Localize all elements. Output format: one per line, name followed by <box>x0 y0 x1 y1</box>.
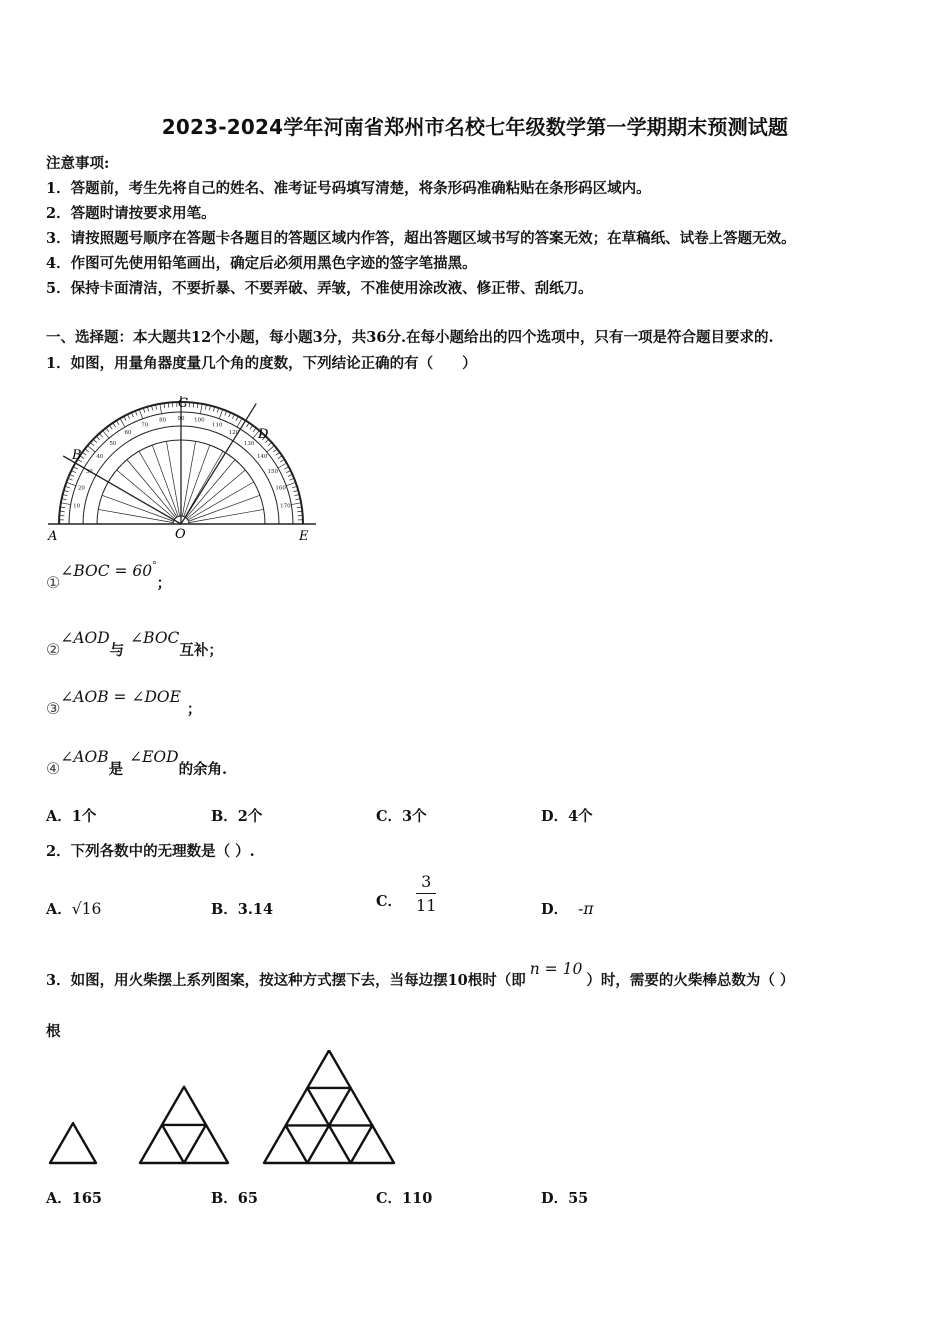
q2-option-d[interactable] <box>541 898 594 919</box>
tick <box>99 433 102 437</box>
tick <box>237 418 242 427</box>
notice-item: 5．保持卡面清洁，不要折暴、不要弄破、弄皱，不准使用涂改液、修正带、刮纸刀。 <box>46 280 593 297</box>
tick <box>286 482 295 485</box>
matchstick-triangle <box>351 1125 394 1163</box>
scale-number: 110 <box>212 422 223 429</box>
q3-option-a[interactable]: A．165 <box>46 1190 103 1207</box>
scale-number: 40 <box>96 453 104 460</box>
q2-option-c[interactable] <box>376 872 436 915</box>
stem-text: ）时，需要的火柴棒总数为（ ） <box>586 972 795 989</box>
tick <box>70 474 75 476</box>
option-math: -π <box>578 900 594 918</box>
section-header: 一、选择题：本大题共12个小题，每小题3分，共36分.在每小题给出的四个选项中，只有一项是符合题目要求的. <box>46 329 774 346</box>
statement-number: ① <box>46 573 61 592</box>
notice-item: 2．答题时请按要求用笔。 <box>46 205 216 222</box>
statement-1 <box>46 561 172 593</box>
statement-math: ∠AOB <box>60 748 109 766</box>
stem-math: n = 10 <box>529 960 583 978</box>
triangle-pattern-2 <box>140 1087 228 1163</box>
statement-text: 互补； <box>179 642 223 659</box>
matchstick-triangle <box>307 1050 350 1088</box>
tick <box>109 425 112 429</box>
tick <box>267 446 275 452</box>
statement-math: ∠BOC = 60 <box>60 562 153 580</box>
tick <box>280 459 284 462</box>
scale-number: 80 <box>159 417 167 424</box>
option-label: C． <box>376 892 403 910</box>
matchstick-triangle <box>307 1125 350 1163</box>
tick <box>229 413 231 418</box>
fraction-denominator: 11 <box>416 896 437 915</box>
tick <box>276 452 280 455</box>
tick <box>131 413 133 418</box>
option-math: √16 <box>71 900 102 918</box>
tick <box>200 404 202 414</box>
statement-2 <box>46 629 223 660</box>
scale-number: 120 <box>228 430 240 437</box>
notice-item: 3．请按照题号顺序在答题卡各题目的答题区域内作答，超出答题区域书写的答案无效；在草稿纸、试卷上答题无效。 <box>46 230 796 247</box>
scale-number: 60 <box>124 430 132 437</box>
tick <box>106 428 109 432</box>
tick <box>71 471 75 473</box>
option-text: 3.14 <box>237 901 274 918</box>
page-title: 2023-2024学年河南省郑州市名校七年级数学第一学期期末预测试题 <box>161 115 789 139</box>
degree-mark: ° <box>152 561 157 571</box>
q1-option-d[interactable]: D．4个 <box>541 808 593 825</box>
scale-number: 90 <box>177 416 185 422</box>
statement-text: 与 <box>109 642 125 659</box>
q1-option-c[interactable]: C．3个 <box>376 808 427 825</box>
question-3-stem-tail: 根 <box>46 1023 61 1040</box>
tick <box>232 414 234 418</box>
tick <box>288 474 293 476</box>
option-label: B． <box>211 901 238 918</box>
tick <box>253 428 256 432</box>
option-label: D． <box>541 901 569 918</box>
q3-option-c[interactable]: C．110 <box>376 1190 433 1207</box>
label-o: O <box>175 527 186 542</box>
matchstick-triangle <box>329 1088 372 1126</box>
tick <box>236 416 238 420</box>
q3-option-d[interactable]: D．55 <box>541 1190 589 1207</box>
radial-line <box>166 441 179 516</box>
notice-item: 4．作图可先使用铅笔画出，确定后必须用黑色字迹的签字笔描黑。 <box>46 255 477 272</box>
tick <box>128 414 130 418</box>
matchstick-triangle <box>264 1125 307 1163</box>
tick <box>103 431 109 439</box>
tick <box>124 416 126 420</box>
question-2-stem: 2．下列各数中的无理数是（ ）. <box>46 843 255 860</box>
label-b: B <box>72 448 82 463</box>
label-e: E <box>299 529 309 544</box>
notice-heading: 注意事项: <box>46 155 110 172</box>
q2-option-b[interactable] <box>211 898 273 919</box>
scale-number: 130 <box>243 440 255 447</box>
statement-math: ∠BOC <box>130 629 180 647</box>
tick <box>90 442 94 445</box>
radial-line <box>189 509 264 522</box>
statement-math: ∠AOD <box>60 629 110 647</box>
tick <box>120 418 125 427</box>
fraction <box>416 872 436 915</box>
statement-4 <box>46 748 228 779</box>
statement-math: ∠EOD <box>129 748 179 766</box>
tick <box>278 463 287 468</box>
scale-number: 70 <box>141 422 149 429</box>
tick <box>219 409 222 418</box>
tick <box>139 409 142 418</box>
tick <box>93 439 97 442</box>
tick <box>113 423 116 427</box>
protractor-figure <box>44 392 324 544</box>
statement-number: ④ <box>46 759 61 778</box>
statement-text: 的余角. <box>178 761 228 778</box>
statement-3 <box>46 688 202 719</box>
statement-text: 是 <box>108 761 124 778</box>
scale-number: 100 <box>194 417 205 424</box>
scale-number: 20 <box>77 485 85 492</box>
tick <box>61 503 71 505</box>
matchstick-triangle <box>286 1088 329 1126</box>
q3-option-b[interactable]: B．65 <box>211 1190 258 1207</box>
scale-number: 50 <box>109 440 117 447</box>
question-1-stem: 1．如图，用量角器度量几个角的度数，下列结论正确的有（ ） <box>46 355 477 372</box>
scale-number: 10 <box>73 503 81 510</box>
q1-option-b[interactable]: B．2个 <box>211 808 263 825</box>
tick <box>73 467 77 469</box>
statement-number: ② <box>46 640 61 659</box>
radial-line <box>98 509 173 522</box>
tick <box>286 471 290 473</box>
fraction-numerator: 3 <box>416 872 436 894</box>
tick <box>66 482 75 485</box>
label-c: C <box>178 396 188 411</box>
matchstick-figure <box>46 1050 402 1170</box>
triangle-pattern-1 <box>50 1123 96 1163</box>
label-a: A <box>48 529 58 544</box>
tick <box>246 423 249 427</box>
label-d: D <box>258 427 269 442</box>
statement-math: ∠AOB = ∠DOE <box>60 688 181 706</box>
scale-number: 30 <box>85 469 93 475</box>
tick <box>268 442 272 445</box>
matchstick-triangle <box>50 1123 96 1163</box>
scale-number: 160 <box>275 485 286 492</box>
tick <box>96 436 99 440</box>
tick <box>85 449 89 452</box>
tick <box>284 467 288 469</box>
tick <box>88 446 96 452</box>
scale-number: 140 <box>256 453 268 460</box>
tick <box>250 425 253 429</box>
tick <box>82 452 86 455</box>
scale-number: 150 <box>267 469 279 475</box>
statement-text: ； <box>186 701 202 718</box>
statement-number: ③ <box>46 699 61 718</box>
tick <box>291 503 301 505</box>
q2-option-a[interactable] <box>46 898 101 919</box>
matchstick-triangle <box>140 1125 184 1163</box>
tick <box>116 421 119 425</box>
statement-text: ； <box>156 575 172 592</box>
q1-option-a[interactable]: A．1个 <box>46 808 97 825</box>
question-3-stem <box>46 960 795 990</box>
tick <box>160 404 162 414</box>
stem-text: 3．如图，用火柴摆上系列图案，按这种方式摆下去，当每边摆10根时（即 <box>46 972 526 989</box>
tick <box>278 456 282 459</box>
matchstick-triangle <box>162 1087 206 1125</box>
tick <box>273 449 277 452</box>
notice-item: 1．答题前，考生先将自己的姓名、准考证号码填写清楚，将条形码准确粘贴在条形码区域内。 <box>46 180 651 197</box>
option-label: A． <box>46 901 72 918</box>
scale-number: 170 <box>280 503 291 510</box>
matchstick-triangle <box>184 1125 228 1163</box>
triangle-pattern-3 <box>264 1050 394 1163</box>
